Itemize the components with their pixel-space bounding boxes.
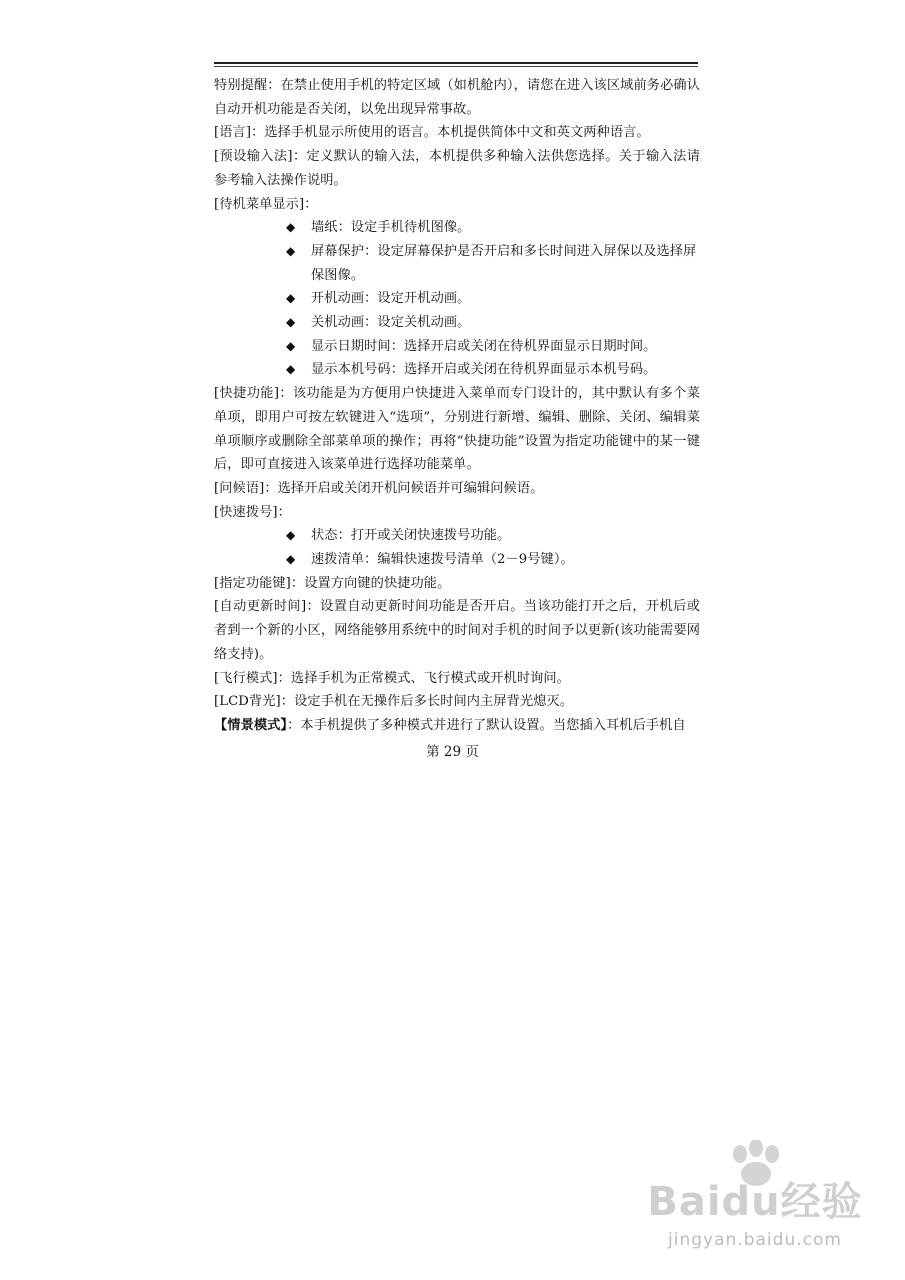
list-item-text: 墙纸：设定手机待机图像。	[311, 220, 471, 236]
speed-dial-list	[214, 524, 700, 571]
idle-menu-title: [待机菜单显示]：	[214, 196, 318, 212]
list-item-text: 关机动画：设定关机动画。	[311, 315, 471, 331]
list-item	[214, 240, 700, 287]
list-item	[214, 548, 700, 572]
list-item-text: 速拨清单：编辑快速拨号清单（2－9号键）。	[311, 552, 574, 568]
list-item	[214, 524, 700, 548]
lcd-backlight-paragraph: [LCD背光]：设定手机在无操作后多长时间内主屏背光熄灭。	[214, 694, 574, 710]
bullet-diamond-icon: ◆	[286, 552, 296, 567]
bullet-diamond-icon: ◆	[286, 291, 296, 306]
input-method-paragraph: [预设输入法]：定义默认的输入法，本机提供多种输入法供您选择。关于输入法请参考输入法操作说明。	[214, 149, 700, 188]
page-number: 第 29 页	[426, 744, 479, 760]
profile-text: ：本手机提供了多种模式并进行了默认设置。当您插入耳机后手机自	[287, 717, 686, 733]
speed-dial-title: [快速拨号]：	[214, 504, 291, 520]
shortcut-paragraph: [快捷功能]：该功能是为方便用户快捷进入菜单而专门设计的，其中默认有多个菜单项，即用户可按左软键进入“选项”，分别进行新增、编辑、删除、关闭、编辑菜单项顺序或删除全部菜单项的操作；再将“快捷功能”设置为指定功能键中的某一键后，即可直接进入该菜单进行选择功能菜单。	[214, 386, 700, 473]
auto-time-paragraph: [自动更新时间]：设置自动更新时间功能是否开启。当该功能打开之后，开机后或者到一个新的小区，网络能够用系统中的时间对手机的时间予以更新(该功能需要网络支持)。	[214, 599, 700, 662]
baidu-watermark	[640, 1140, 870, 1260]
list-item-text: 状态：打开或关闭快速拨号功能。	[311, 528, 511, 544]
profile-paragraph	[214, 714, 700, 738]
list-item-text: 屏幕保护：设定屏幕保护是否开启和多长时间进入屏保以及选择屏保图像。	[311, 243, 697, 283]
list-item-text: 开机动画：设定开机动画。	[311, 291, 471, 307]
greeting-paragraph: [问候语]：选择开启或关闭开机问候语并可编辑问候语。	[214, 480, 544, 496]
list-item	[214, 311, 700, 335]
flight-mode-paragraph: [飞行模式]：选择手机为正常模式、飞行模式或开机时询问。	[214, 670, 570, 686]
bullet-diamond-icon: ◆	[286, 220, 296, 235]
language-paragraph: [语言]：选择手机显示所使用的语言。本机提供简体中文和英文两种语言。	[214, 125, 650, 141]
watermark-logo-text: Baidu经验	[647, 1179, 863, 1225]
list-item	[214, 287, 700, 311]
list-item-text: 显示日期时间：选择开启或关闭在待机界面显示日期时间。	[311, 338, 657, 354]
list-item-text: 显示本机号码：选择开启或关闭在待机界面显示本机号码。	[311, 362, 657, 378]
special-notice-paragraph: 特别提醒：在禁止使用手机的特定区域（如机舱内），请您在进入该区域前务必确认自动开机功能是否关闭，以免出现异常事故。	[214, 78, 700, 117]
profile-label: 【情景模式】	[214, 717, 288, 733]
bullet-diamond-icon: ◆	[286, 528, 296, 543]
list-item	[214, 216, 700, 240]
header-rule-thick	[214, 62, 698, 64]
bullet-diamond-icon: ◆	[286, 243, 296, 258]
bullet-diamond-icon: ◆	[286, 338, 296, 353]
bullet-diamond-icon: ◆	[286, 315, 296, 330]
bullet-diamond-icon: ◆	[286, 362, 296, 377]
header-rule-thin	[214, 66, 698, 67]
watermark-url: jingyan.baidu.com	[668, 1230, 842, 1250]
idle-menu-list	[214, 216, 700, 382]
list-item	[214, 358, 700, 382]
function-key-paragraph: [指定功能键]：设置方向键的快捷功能。	[214, 575, 451, 591]
list-item	[214, 335, 700, 359]
document-body	[214, 74, 700, 738]
